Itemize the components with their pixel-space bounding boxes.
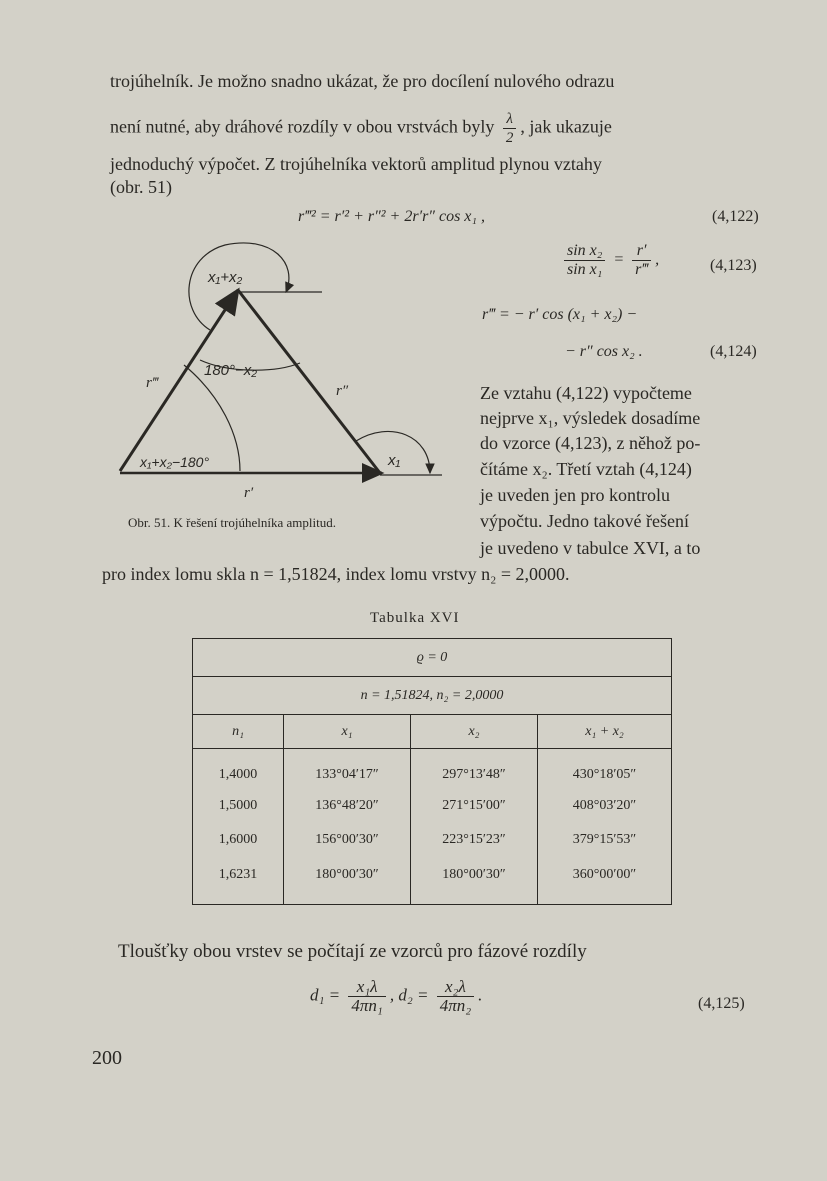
table-cell: 1,4000 — [193, 749, 284, 789]
r-ratio-fraction — [632, 242, 651, 279]
fraction-numerator: x₁λ — [348, 978, 385, 997]
table-row — [193, 823, 672, 857]
table-cell: 1,6000 — [193, 823, 284, 857]
text-line: (obr. 51) — [110, 177, 172, 197]
equation-number: (4,123) — [710, 257, 757, 274]
table-cell: 1,5000 — [193, 789, 284, 823]
label-bottom-right-angle: x₁ — [388, 452, 401, 469]
text-fragment: , jak ukazuje — [520, 116, 612, 137]
text-line: čítáme x₂. Třetí vztah (4,124) — [480, 459, 692, 479]
equation-4-122: r‴² = r′² + r″² + 2r′r″ cos x₁ , — [298, 208, 485, 225]
lambda-half-fraction — [503, 110, 517, 147]
fraction-numerator: r′ — [632, 242, 651, 261]
table-header: n₁ — [193, 715, 284, 749]
sin-ratio-fraction — [564, 242, 605, 279]
table-header: x₁ + x₂ — [538, 715, 672, 749]
fraction-denominator: sin x₁ — [567, 261, 603, 278]
text-line: výpočtu. Jedno takové řešení — [480, 511, 689, 531]
table-cell: 133°04′17″ — [284, 749, 411, 789]
table-cell: 156°00′30″ — [284, 823, 411, 857]
equation-number: (4,125) — [698, 995, 745, 1012]
fraction-denominator: 4πn₁ — [351, 996, 383, 1015]
equation-number: (4,124) — [710, 343, 757, 360]
figure-caption: Obr. 51. K řešení trojúhelníka amplitud. — [128, 515, 336, 530]
table-cell: ϱ = 0 — [193, 639, 672, 677]
fraction-numerator: sin x₂ — [564, 242, 605, 261]
text-line: trojúhelník. Je možno snadno ukázat, že pro docílení nulového odrazu — [110, 71, 615, 91]
table-cell: 379°15′53″ — [538, 823, 672, 857]
table-cell: n = 1,51824, n₂ = 2,0000 — [193, 677, 672, 715]
fraction-numerator: λ — [503, 110, 517, 129]
fraction-denominator: 4πn₂ — [439, 996, 472, 1015]
equation-number: (4,122) — [712, 208, 759, 225]
text-line: Tloušťky obou vrstev se počítají ze vzorců pro fázové rozdíly — [118, 941, 587, 962]
table-cell: 430°18′05″ — [538, 749, 672, 789]
table-cell: 297°13′48″ — [411, 749, 538, 789]
vector-r-double-prime — [238, 290, 380, 473]
equation-4-123: $\frac{\text{sin x₂}}{\text{sin x₁}}$ = $\frac{r'}{r‴}$ , — [560, 242, 659, 279]
text-line: jednoduchý výpočet. Z trojúhelníka vektorů amplitud plynou vztahy — [110, 154, 602, 174]
table-cell: 1,6231 — [193, 857, 284, 905]
fraction-denominator: r‴ — [635, 261, 649, 278]
table-row — [193, 677, 672, 715]
table-cell: 180°00′30″ — [284, 857, 411, 905]
text-line: je uvedeno v tabulce XVI, a to — [480, 538, 701, 558]
label-bottom-left-angle: x₁+x₂−180° — [140, 454, 210, 470]
table-row — [193, 639, 672, 677]
table-row — [193, 857, 672, 905]
table-cell: 271°15′00″ — [411, 789, 538, 823]
page-number: 200 — [92, 1047, 122, 1069]
d2-fraction — [437, 978, 474, 1015]
table-row — [193, 789, 672, 823]
label-r-double-prime: r″ — [336, 383, 349, 399]
equation-fragment: d₁ = — [310, 985, 341, 1005]
text-line: nejprve x₁, výsledek dosadíme — [480, 408, 701, 428]
text-line — [110, 110, 612, 147]
label-r-prime: r′ — [244, 485, 254, 501]
table-cell: 360°00′00″ — [538, 857, 672, 905]
table-cell: 180°00′30″ — [411, 857, 538, 905]
label-r-triple-prime: r‴ — [146, 375, 159, 391]
text-line: pro index lomu skla n = 1,51824, index lomu vrstvy n₂ = 2,0000. — [102, 564, 570, 584]
table-header: x₂ — [411, 715, 538, 749]
equation-4-124-line2: − r″ cos x₂ . — [565, 343, 643, 360]
equation-4-125: d₁ = $\frac{\text{x₁λ}}{\text{4πn₁}}$ , d₂ = $\frac{\text{x₂λ}}{\text{4πn₂}}$ . — [310, 977, 483, 1015]
table-header-row — [193, 715, 672, 749]
equation-4-124-line1: r‴ = − r′ cos (x₁ + x₂) − — [482, 306, 638, 323]
d1-fraction — [348, 978, 385, 1015]
table-title: Tabulka XVI — [370, 610, 460, 626]
text-line: do vzorce (4,123), z něhož po- — [480, 433, 701, 453]
label-top-angle: x₁+x₂ — [208, 269, 243, 286]
fraction-denominator: 2 — [505, 130, 514, 146]
text-line: Ze vztahu (4,122) vypočteme — [480, 383, 692, 403]
angle-arc-top — [189, 243, 289, 330]
text-line: je uveden jen pro kontrolu — [480, 485, 670, 505]
table-cell: 408°03′20″ — [538, 789, 672, 823]
table-row — [193, 749, 672, 789]
text-fragment: není nutné, aby dráhové rozdíly v obou vrstvách byly — [110, 116, 495, 137]
data-table — [192, 638, 672, 905]
equation-fragment: , d₂ = — [389, 985, 429, 1005]
vector-r-triple-prime — [120, 290, 238, 471]
table-header: x₁ — [284, 715, 411, 749]
table-cell: 223°15′23″ — [411, 823, 538, 857]
table-cell: 136°48′20″ — [284, 789, 411, 823]
fraction-numerator: x₂λ — [437, 978, 474, 997]
label-inner-angle: 180°−x₂ — [204, 362, 258, 379]
amplitude-triangle-figure — [100, 235, 460, 515]
